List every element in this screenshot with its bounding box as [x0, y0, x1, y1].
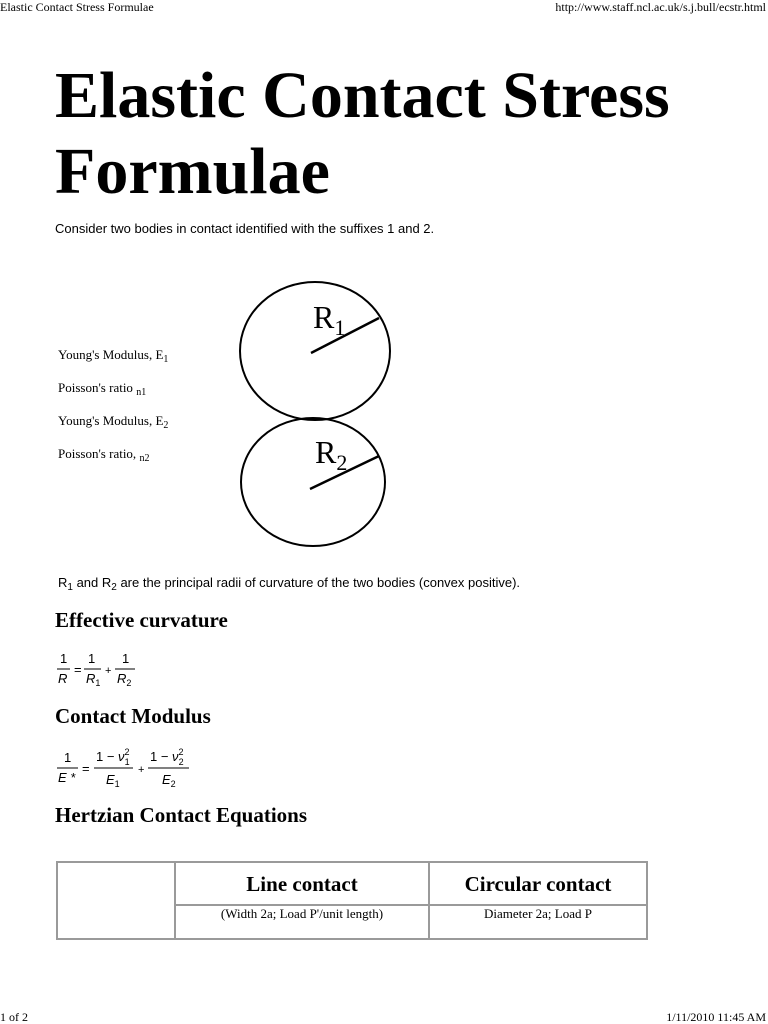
- svg-text:1: 1: [60, 651, 68, 666]
- print-footer-page: 1 of 2: [0, 1010, 28, 1024]
- print-header-url[interactable]: http://www.staff.ncl.ac.uk/s.j.bull/ecstr.html: [555, 0, 766, 14]
- table-header-row: [57, 862, 647, 905]
- youngs-modulus-1: Young's Modulus, $E_1$: [58, 347, 169, 365]
- body-2-circle: [241, 418, 385, 546]
- radius-2-label: $R_2$: [315, 434, 348, 475]
- line-contact-subtitle: (Width 2a; Load P'/unit length): [175, 905, 429, 939]
- svg-text:E1: $E_1$: [106, 772, 120, 789]
- svg-text:1: 1: [88, 651, 96, 666]
- svg-text:1 − ν22: $1 - \nu^2$ 2: [150, 747, 184, 767]
- svg-text:1: 1: [64, 750, 72, 765]
- two-bodies-diagram: [230, 278, 400, 550]
- print-header-title: Elastic Contact Stress Formulae: [0, 0, 154, 14]
- svg-text:=: =: [74, 662, 82, 677]
- heading-hertzian-contact-equations: Hertzian Contact Equations: [55, 803, 307, 827]
- svg-text:=: =: [82, 761, 90, 776]
- youngs-modulus-2: Young's Modulus, $E_2$: [58, 413, 169, 431]
- radii-note: $R_1$ and $R_2$ are the principal radii of curvature of the two bodies (convex positive).: [58, 575, 521, 593]
- hertzian-equations-table: [56, 861, 648, 940]
- poissons-ratio-1: Poisson's ratio $_{n1}$: [58, 380, 147, 398]
- svg-text:E2: $E_2$: [162, 772, 176, 789]
- heading-contact-modulus: Contact Modulus: [55, 704, 211, 728]
- line-contact-heading: Line contact: [175, 862, 429, 905]
- table-blank-cell: [57, 862, 175, 939]
- svg-text:R1: $R_1$: [86, 671, 101, 688]
- circular-contact-heading: Circular contact: [429, 862, 647, 905]
- print-footer-datetime: 1/11/2010 11:45 AM: [666, 1010, 766, 1024]
- intro-paragraph: Consider two bodies in contact identified with the suffixes 1 and 2.: [55, 221, 435, 236]
- svg-text:1 − ν21: $1 - \nu^2$ 1: [96, 747, 130, 767]
- heading-effective-curvature: Effective curvature: [55, 608, 228, 632]
- svg-text:+: +: [138, 764, 145, 776]
- material-properties-list: [58, 347, 168, 479]
- page-title: Elastic Contact Stress Formulae: [55, 59, 670, 208]
- svg-text:E *: E *: [58, 770, 76, 785]
- svg-text:R: R: [58, 671, 68, 686]
- radius-1-label: $R_1$: [313, 299, 346, 340]
- svg-text:+: +: [105, 665, 112, 677]
- svg-text:R2: $R_2$: [117, 671, 132, 688]
- contact-modulus-formula: [55, 742, 205, 792]
- svg-text:1: 1: [122, 651, 130, 666]
- effective-curvature-formula: [55, 648, 155, 694]
- poissons-ratio-2: Poisson's ratio, $_{n2}$: [58, 446, 150, 464]
- circular-contact-subtitle: Diameter 2a; Load P: [429, 905, 647, 939]
